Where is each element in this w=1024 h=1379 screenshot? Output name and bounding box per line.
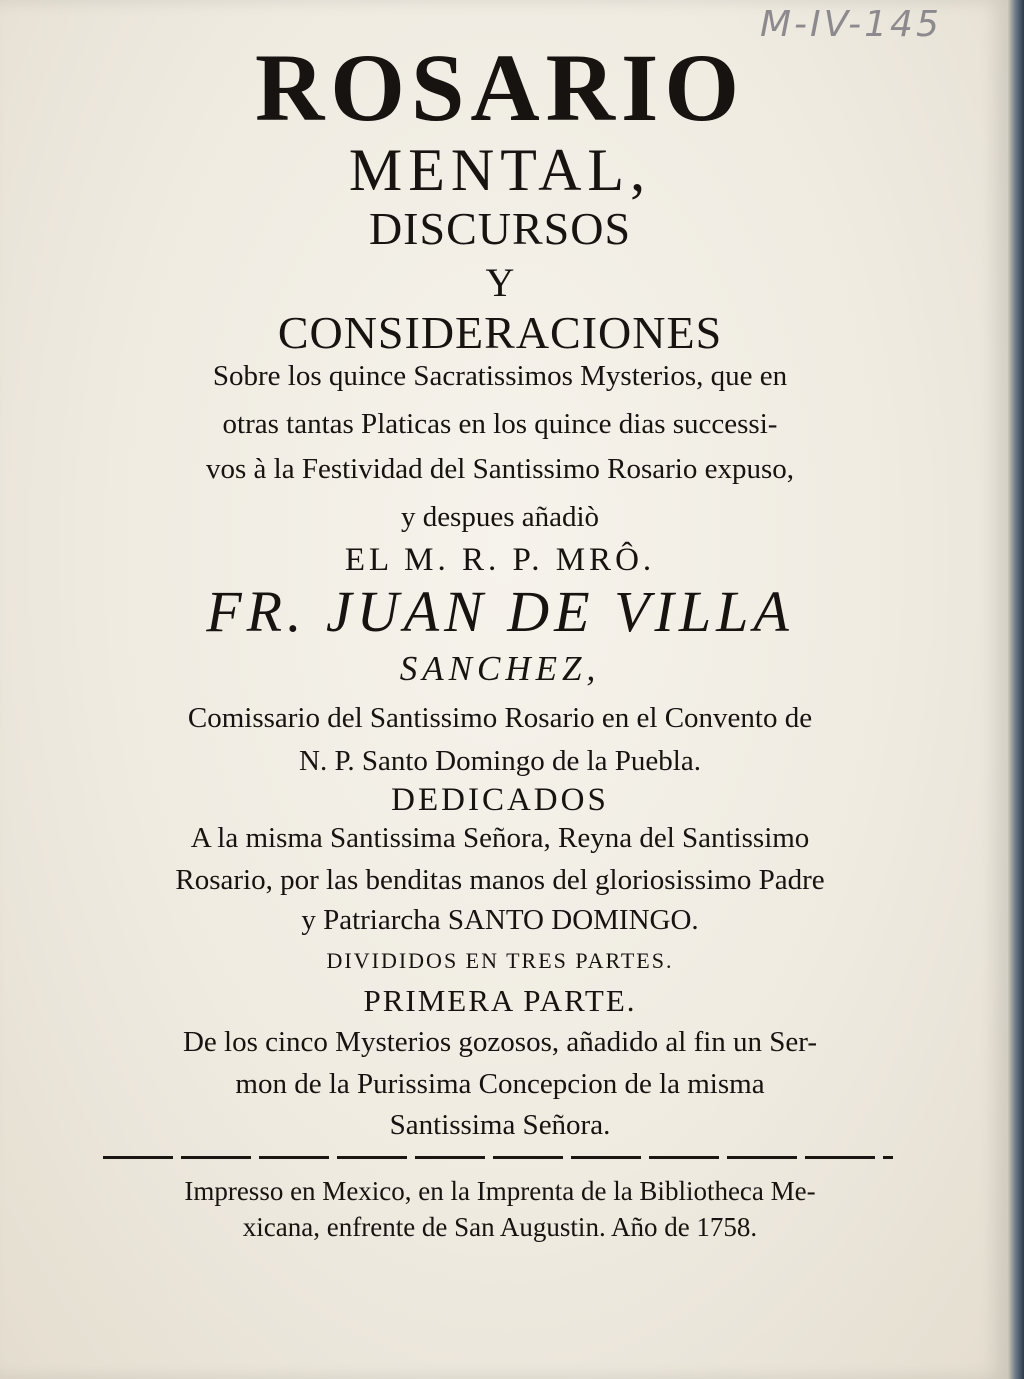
dedication-heading: DEDICADOS (391, 782, 609, 818)
dashed-rule-divider (103, 1156, 893, 1159)
part-line: mon de la Purissima Concepcion de la misma (235, 1068, 765, 1100)
title-consideraciones: CONSIDERACIONES (277, 307, 723, 358)
dedication-line: Rosario, por las benditas manos del gloriosissimo Padre (175, 864, 825, 896)
dedication-line: y Patriarcha SANTO DOMINGO. (301, 904, 699, 936)
page-edge (1008, 0, 1024, 1379)
title-mental: MENTAL, (348, 137, 652, 203)
author-name: FR. JUAN DE VILLA (206, 579, 794, 644)
imprint-line: Impresso en Mexico, en la Imprenta de la Bibliotheca Me- (184, 1176, 816, 1206)
imprint-line: xicana, enfrente de San Augustin. Año de 1758. (242, 1212, 758, 1242)
author-position-line: Comissario del Santissimo Rosario en el Convento de (187, 702, 813, 734)
description-line: Sobre los quince Sacratissimos Mysterios, que en (212, 360, 788, 392)
dedication-line: A la misma Santissima Señora, Reyna del Santissimo (190, 822, 810, 854)
description-line: otras tantas Platicas en los quince dias successi- (222, 408, 778, 440)
handwritten-shelfmark: M-IV-145 (760, 4, 942, 45)
divided-note: DIVIDIDOS EN TRES PARTES. (326, 948, 674, 973)
part-line: De los cinco Mysterios gozosos, añadido al fin un Ser- (182, 1026, 818, 1058)
title-conjunction: Y (485, 260, 515, 305)
part-line: Santissima Señora. (389, 1109, 611, 1141)
description-line: y despues añadiò (400, 501, 600, 533)
part-heading: PRIMERA PARTE. (363, 983, 637, 1018)
title-discursos: DISCURSOS (368, 203, 632, 254)
author-honorific: EL M. R. P. MRÔ. (344, 542, 656, 578)
author-surname: SANCHEZ, (399, 649, 601, 688)
author-position-line: N. P. Santo Domingo de la Puebla. (299, 745, 701, 777)
title-rosario: ROSARIO (254, 34, 746, 141)
description-line: vos à la Festividad del Santissimo Rosario expuso, (205, 453, 794, 485)
